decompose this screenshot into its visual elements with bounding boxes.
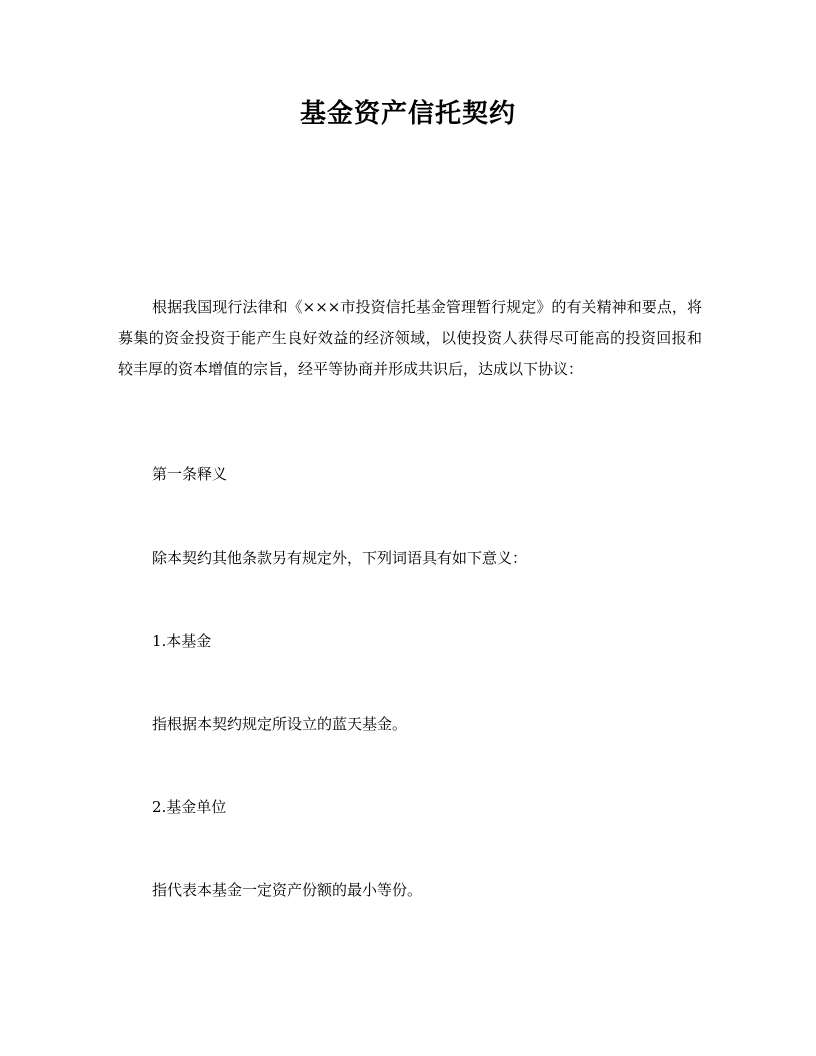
intro-section [118,292,702,385]
article-1-lead: 除本契约其他条款另有规定外，下列词语具有如下意义： [152,549,528,567]
intro-paragraph: 根据我国现行法律和《×××市投资信托基金管理暂行规定》的有关精神和要点，将募集的资金投资于能产生良好效益的经济领域，以使投资人获得尽可能高的投资回报和较丰厚的资本增值的宗旨，经平等协商并形成共识后，达成以下协议： [118,298,702,378]
article-1-heading: 第一条释义 [152,465,228,483]
term-2-heading: 2.基金单位 [152,798,227,816]
term-2-definition: 指代表本基金一定资产份额的最小等份。 [152,881,423,899]
term-1-definition: 指根据本契约规定所设立的蓝天基金。 [152,715,408,733]
term-1-heading: 1.本基金 [152,632,212,650]
document-title: 基金资产信托契约 [299,99,516,129]
